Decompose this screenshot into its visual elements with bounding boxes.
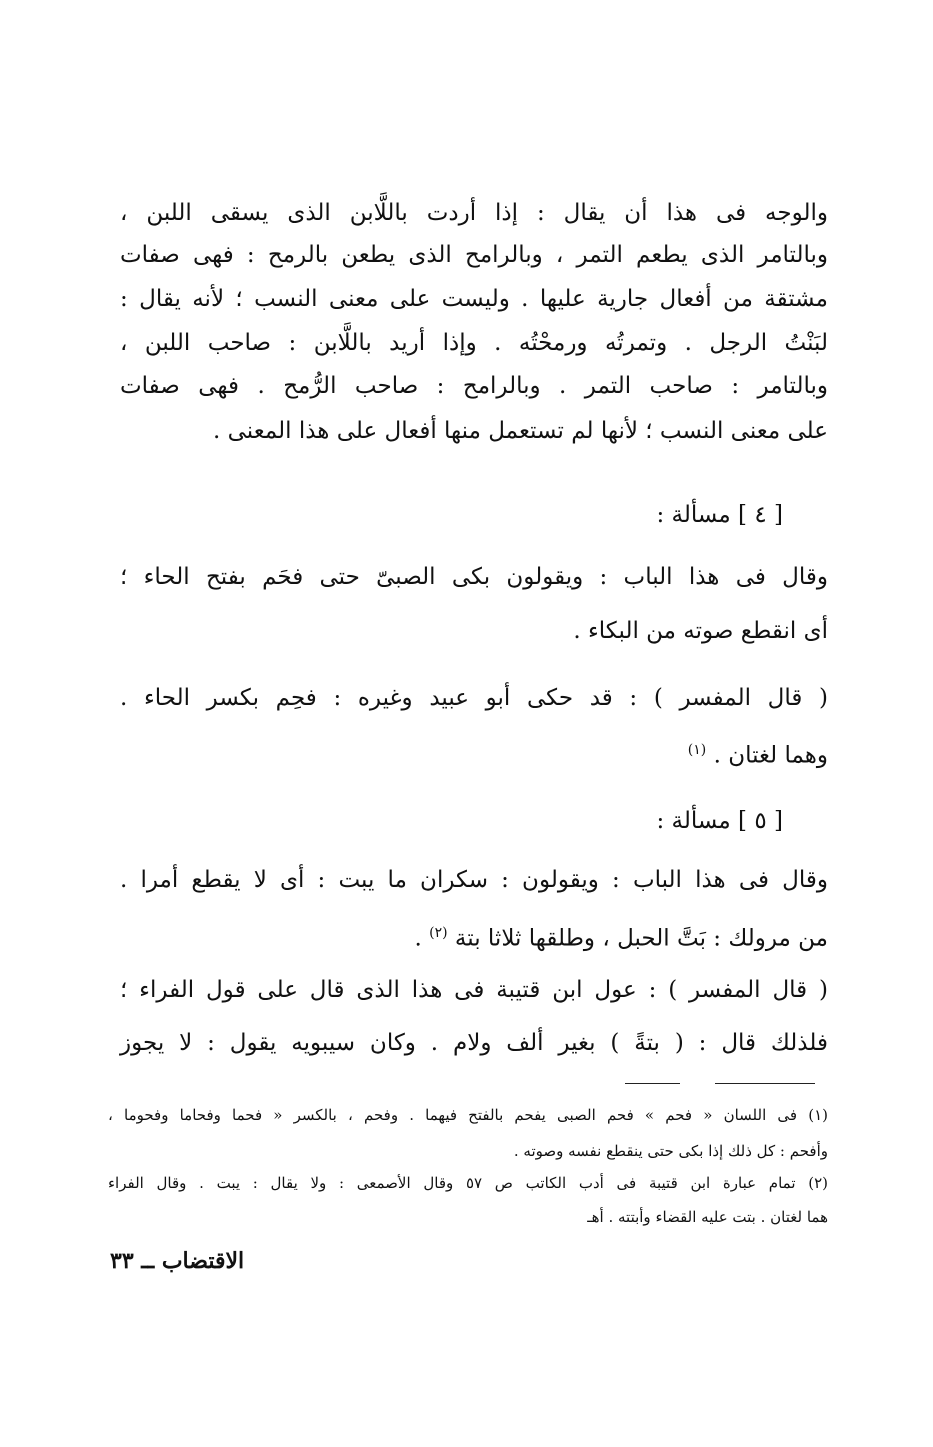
- body-line: وقال فى هذا الباب : ويقولون : سكران ما يبت : أى لا يقطع أمرا .: [120, 867, 828, 893]
- body-line: [120, 918, 828, 954]
- body-line: على معنى النسب ؛ لأنها لم تستعمل منها أفعال على هذا المعنى .: [212, 418, 828, 444]
- body-line: أى انقطع صوته من البكاء .: [573, 618, 828, 644]
- body-line: مشتقة من أفعال جارية عليها . وليست على معنى النسب ؛ لأنه يقال :: [120, 286, 828, 312]
- footnote-line: (٢) تمام عبارة ابن قتيبة فى أدب الكاتب ص ٥٧ وقال الأصمعى : ولا يقال : يبت . وقال الفراء: [108, 1174, 828, 1192]
- footnote-ref: (٢): [429, 925, 448, 941]
- section-heading: [ ٥ ] مسألة :: [656, 808, 783, 834]
- footnote-line: وأفحم : كل ذلك إذا بكى حتى ينقطع نفسه وصوته .: [513, 1142, 828, 1160]
- body-text: وهما لغتان .: [713, 742, 828, 769]
- footnote-line: (١) فى اللسان « فحم » فحم الصبى يفحم بالفتح فيهما . وفحم ، بالكسر « فحما وفحاما وفحوما ،: [108, 1106, 829, 1124]
- footnote-separator: [625, 1083, 680, 1084]
- body-text: من مرولك : بَتَّ الحبل ، وطلقها ثلاثا بتة: [454, 925, 828, 952]
- body-line: لبَنْتُ الرجل . وتمرتُه ورمحْتُه . وإذا أريد باللَّابن : صاحب اللبن ،: [120, 330, 828, 356]
- body-line: وبالتامر الذى يطعم التمر ، وبالرامح الذى يطعن بالرمح : فهى صفات: [120, 242, 828, 268]
- body-line: والوجه فى هذا أن يقال : إذا أردت باللَّابن الذى يسقى اللبن ،: [120, 200, 828, 226]
- body-line: وبالتامر : صاحب التمر . وبالرامح : صاحب الرُّمح . فهى صفات: [120, 373, 828, 399]
- body-line: ( قال المفسر ) : عول ابن قتيبة فى هذا الذى قال على قول الفراء ؛: [120, 977, 828, 1003]
- body-line: وقال فى هذا الباب : ويقولون بكى الصبىّ حتى فحَم بفتح الحاء ؛: [120, 564, 828, 590]
- footnote-ref: (١): [687, 742, 707, 758]
- body-line: ( قال المفسر ) : قد حكى أبو عبيد وغيره : فحِم بكسر الحاء .: [120, 685, 828, 711]
- body-text: .: [414, 925, 422, 952]
- body-line: [120, 735, 828, 771]
- footnote-line: هما لغتان . بتت عليه القضاء وأبتته . أهـ: [587, 1208, 828, 1226]
- section-heading: [ ٤ ] مسألة :: [656, 502, 783, 528]
- page-footer: الاقتضاب ــ ٣٣: [110, 1248, 245, 1274]
- footnote-separator: [715, 1083, 815, 1084]
- body-line: فلذلك قال : ( بتةً ) بغير ألف ولام . وكان سيبويه يقول : لا يجوز: [120, 1030, 828, 1056]
